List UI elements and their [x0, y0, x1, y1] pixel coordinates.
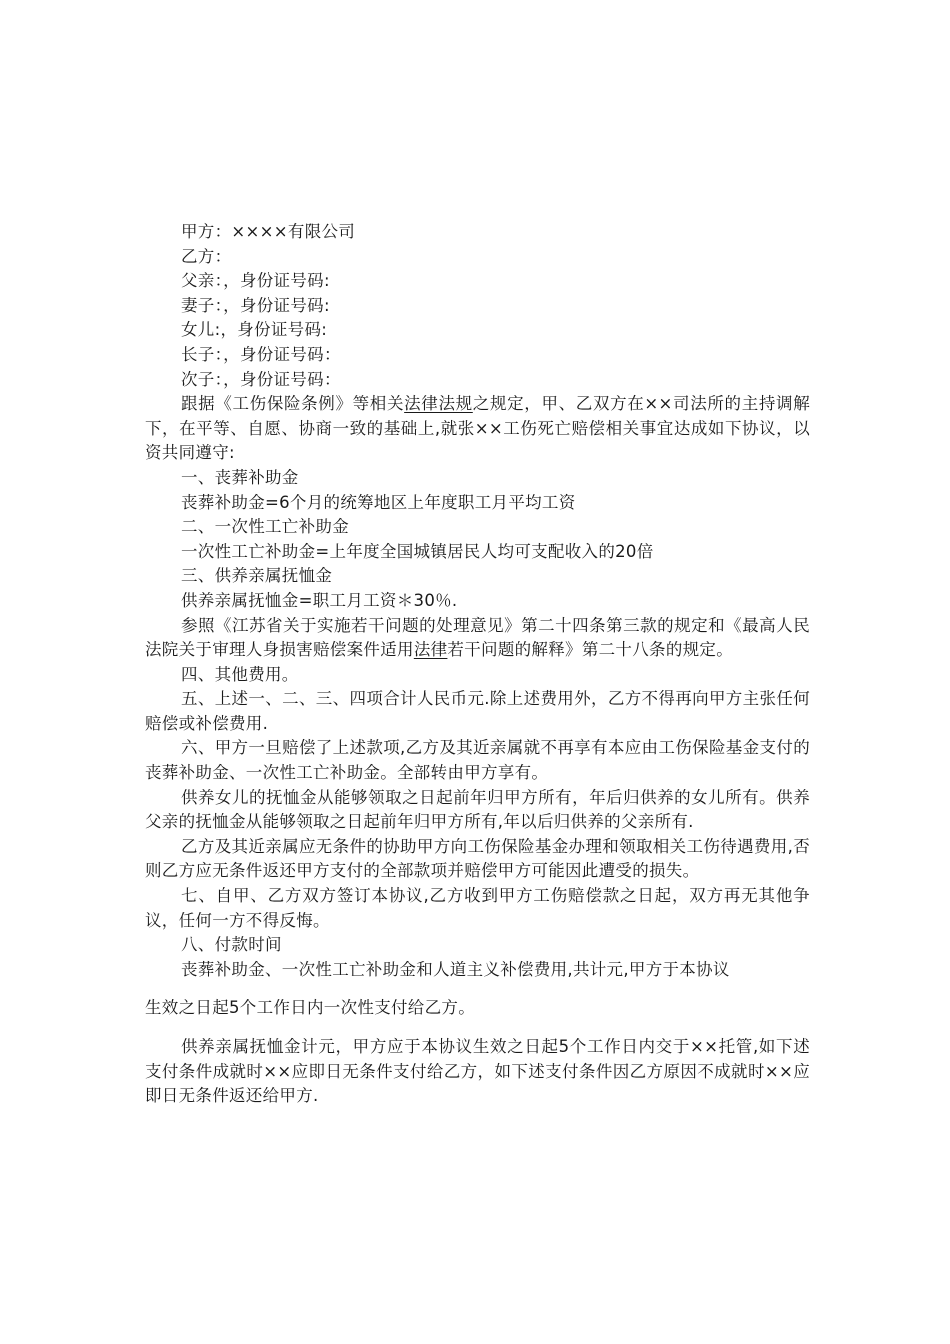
assist-paragraph: 乙方及其近亲属应无条件的协助甲方向工伤保险基金办理和领取相关工伤待遇费用,否则乙方应无条件返还甲方支付的全部款项并赔偿甲方可能因此遭受的损失。 — [145, 836, 810, 881]
section-2-title: 二、一次性工亡补助金 — [181, 517, 349, 537]
wife-line: 妻子：，身份证号码: — [181, 295, 330, 315]
reference-text-1: 参照《江苏省关于实施若干问题的处理意见》第二十四条第三款的规定和《最高人民法院关于审理人身损害赔偿案件适用 — [145, 615, 810, 660]
section-3-body: 供养亲属抚恤金=职工月工资＊30％. — [181, 590, 458, 610]
section-6-paragraph: 六、甲方一旦赔偿了上述款项,乙方及其近亲属就不再享有本应由工伤保险基金支付的丧葬补助金、一次性工亡补助金。全部转由甲方享有。 — [145, 738, 810, 783]
father-line: 父亲：，身份证号码: — [181, 271, 330, 291]
intro-text-2: 之规定，甲、乙双方在××司法所的主持调解下，在平等、自愿、协商一致的基础上,就张××工伤死亡赔偿相关事宜达成如下协议，以资共同遵守: — [145, 394, 810, 463]
daughter-line: 女儿:，身份证号码: — [181, 320, 328, 340]
law-link[interactable]: 法律 — [413, 640, 448, 660]
second-son-line: 次子：，身份证号码： — [181, 369, 341, 389]
section-8-title: 八、付款时间 — [181, 935, 282, 955]
reference-text-2: 若干问题的解释》第二十八条的规定。 — [447, 640, 734, 660]
section-3-title: 三、供养亲属抚恤金 — [181, 566, 333, 586]
laws-link[interactable]: 法律法规 — [404, 394, 473, 414]
section-8-body-line1: 丧葬补助金、一次性工亡补助金和人道主义补偿费用,共计元,甲方于本协议 — [181, 959, 730, 979]
section-4-title: 四、其他费用。 — [181, 664, 299, 684]
section-1-title: 一、丧葬补助金 — [181, 467, 299, 487]
eldest-son-line: 长子：，身份证号码： — [181, 344, 341, 364]
section-1-body: 丧葬补助金=6个月的统筹地区上年度职工月平均工资 — [181, 492, 576, 512]
section-2-body: 一次性工亡补助金=上年度全国城镇居民人均可支配收入的20倍 — [181, 541, 654, 561]
intro-paragraph — [145, 392, 810, 466]
party-b-line: 乙方： — [181, 246, 232, 266]
reference-paragraph — [145, 614, 810, 663]
section-7-paragraph: 七、自甲、乙方双方签订本协议,乙方收到甲方工伤赔偿款之日起，双方再无其他争议，任何一方不得反悔。 — [145, 886, 810, 930]
section-5-paragraph: 五、上述一、二、三、四项合计人民币元.除上述费用外，乙方不得再向甲方主张任何赔偿或补偿费用. — [145, 689, 810, 733]
pension-paragraph: 供养亲属抚恤金计元，甲方应于本协议生效之日起5个工作日内交于××托管,如下述支付条件成就时××应即日无条件支付给乙方，如下述支付条件因乙方原因不成就时××应即日无条件返还给甲方. — [145, 1037, 810, 1106]
party-a-line: 甲方：××××有限公司 — [181, 222, 356, 241]
support-paragraph: 供养女儿的抚恤金从能够领取之日起前年归甲方所有，年后归供养的女儿所有。供养父亲的抚恤金从能够领取之日起前年归甲方所有,年以后归供养的父亲所有. — [145, 787, 810, 832]
intro-text-1: 跟据《工伤保险条例》等相关 — [181, 394, 405, 414]
section-8-body-line2: 生效之日起5个工作日内一次性支付给乙方。 — [145, 998, 475, 1018]
document-body — [145, 220, 810, 1109]
